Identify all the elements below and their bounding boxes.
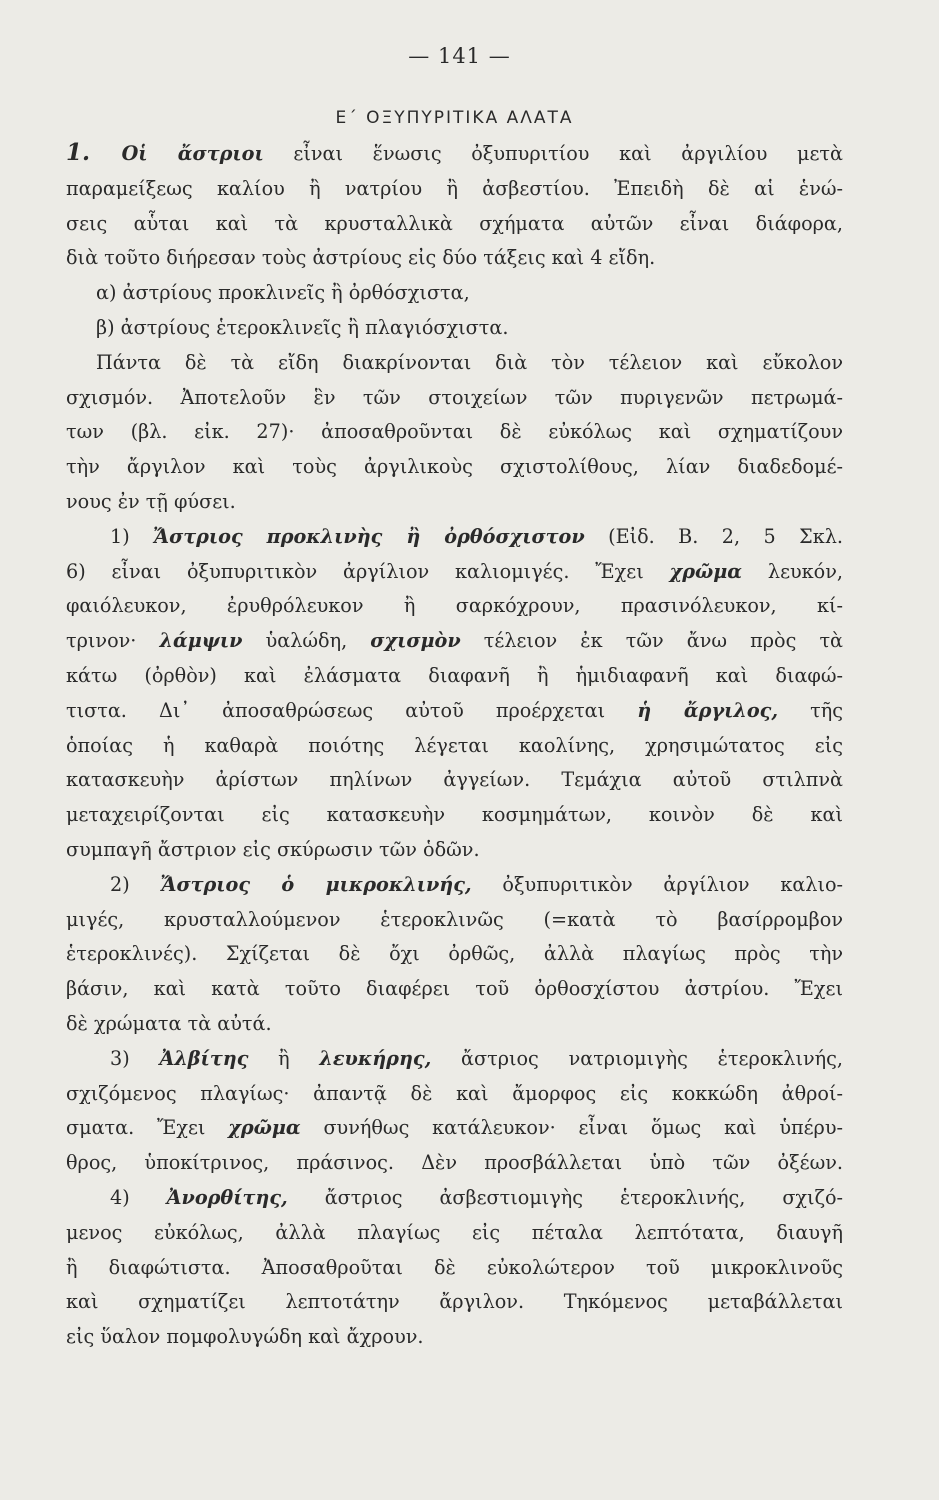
page-number: — 141 — bbox=[408, 44, 511, 68]
text-run: ἄστριος νατριομιγὴς ἑτεροκλινής, bbox=[431, 1046, 843, 1070]
text-line bbox=[66, 555, 843, 590]
text-run: δὲ χρώματα τὰ αὐτά. bbox=[66, 1011, 272, 1035]
text-line bbox=[66, 763, 843, 798]
text-line bbox=[66, 1181, 843, 1216]
text-run: τὴν ἄργιλον καὶ τοὺς ἀργιλικοὺς σχιστολίθους, λίαν διαδεδομέ- bbox=[66, 455, 843, 479]
emphasized-term: ἡ ἄργιλος, bbox=[637, 698, 779, 722]
emphasized-term: Οἱ ἄστριοι bbox=[121, 142, 264, 165]
text-line bbox=[66, 311, 843, 346]
text-run: μεταχειρίζονται εἰς κατασκευὴν κοσμημάτων, κοινὸν δὲ καὶ bbox=[66, 803, 843, 827]
text-line bbox=[66, 798, 843, 833]
text-line bbox=[66, 136, 843, 172]
emphasized-term: λευκήρης, bbox=[319, 1046, 432, 1070]
text-run: τρινον· bbox=[66, 629, 160, 653]
text-run: εἰς ὕαλον πομφολυγώδη καὶ ἄχρουν. bbox=[66, 1325, 424, 1349]
text-line bbox=[66, 833, 843, 868]
section-heading: Ε΄ ΟΞΥΠΥΡΙΤΙΚΑ ΑΛΑΤΑ bbox=[335, 108, 574, 128]
text-run: συμπαγῆ ἄστριον εἰς σκύρωσιν τῶν ὁδῶν. bbox=[66, 837, 480, 861]
text-run: σεις αὗται καὶ τὰ κρυσταλλικὰ σχήματα αὐτῶν εἶναι διάφορα, bbox=[66, 211, 843, 235]
text-run: β) ἀστρίους ἑτεροκλινεῖς ἢ πλαγιόσχιστα. bbox=[96, 315, 509, 339]
text-line bbox=[66, 624, 843, 659]
text-line bbox=[66, 485, 843, 520]
text-run: σχιζόμενος πλαγίως· ἀπαντᾷ δὲ καὶ ἄμορφος εἰς κοκκώδη ἀθροί- bbox=[66, 1081, 843, 1105]
text-run: Πάντα δὲ τὰ εἴδη διακρίνονται διὰ τὸν τέλειον καὶ εὔκολον bbox=[96, 350, 843, 374]
emphasized-term: Ἄστριος προκλινὴς ἢ ὀρθόσχιστον bbox=[153, 524, 585, 548]
emphasized-term: Ἀνορθίτης, bbox=[166, 1185, 288, 1209]
text-run: φαιόλευκον, ἐρυθρόλευκον ἢ σαρκόχρουν, πρασινόλευκον, κί- bbox=[66, 594, 843, 618]
text-line bbox=[66, 589, 843, 624]
emphasized-term: Ἀλβίτης bbox=[159, 1046, 249, 1070]
text-run: παραμείξεως καλίου ἢ νατρίου ἢ ἀσβεστίου. Ἐπειδὴ δὲ αἱ ἑνώ- bbox=[66, 176, 843, 200]
text-line bbox=[66, 1042, 843, 1077]
text-run: ὁποίας ἡ καθαρὰ ποιότης λέγεται καολίνης, χρησιμώτατος εἰς bbox=[66, 733, 843, 757]
text-run: βάσιν, καὶ κατὰ τοῦτο διαφέρει τοῦ ὀρθοσχίστου ἀστρίου. Ἔχει bbox=[66, 977, 843, 1001]
text-run: (Εἰδ. Β. 2, 5 Σκλ. bbox=[584, 524, 843, 548]
text-line bbox=[66, 1007, 843, 1042]
text-run: συνήθως κατάλευκον· εἶναι ὅμως καὶ ὑπέρυ- bbox=[300, 1116, 843, 1140]
text-run: ἑτεροκλινές). Σχίζεται δὲ ὄχι ὀρθῶς, ἀλλὰ πλαγίως πρὸς τὴν bbox=[66, 942, 843, 966]
text-line bbox=[66, 937, 843, 972]
text-line bbox=[66, 1216, 843, 1251]
text-line bbox=[66, 1111, 843, 1146]
text-line bbox=[66, 659, 843, 694]
text-run: ὑαλώδη, bbox=[242, 629, 371, 653]
text-run: τέλειον ἐκ τῶν ἄνω πρὸς τὰ bbox=[460, 629, 843, 653]
text-line bbox=[66, 1285, 843, 1320]
text-line bbox=[66, 1077, 843, 1112]
emphasized-term: σχισμὸν bbox=[370, 629, 461, 653]
text-line bbox=[66, 972, 843, 1007]
text-line bbox=[66, 276, 843, 311]
text-line bbox=[66, 1320, 843, 1355]
text-run: λευκόν, bbox=[742, 559, 843, 583]
text-line bbox=[66, 172, 843, 207]
text-run: μενος εὐκόλως, ἀλλὰ πλαγίως εἰς πέταλα λεπτότατα, διαυγῆ bbox=[66, 1220, 843, 1244]
text-run: μιγές, κρυσταλλούμενον ἑτεροκλινῶς (=κατὰ τὸ βασίρρομβον bbox=[66, 907, 843, 931]
text-run: 1) bbox=[110, 524, 154, 548]
text-run: θρος, ὑποκίτρινος, πράσινος. Δὲν προσβάλλεται ὑπὸ τῶν ὀξέων. bbox=[66, 1151, 843, 1175]
body-text bbox=[66, 136, 843, 1355]
text-run: τιστα. Δι᾽ ἀποσαθρώσεως αὐτοῦ προέρχεται bbox=[66, 698, 638, 722]
text-line bbox=[66, 450, 843, 485]
text-run: ἢ bbox=[248, 1046, 320, 1070]
text-line bbox=[66, 729, 843, 764]
text-run: των (βλ. εἰκ. 27)· ἀποσαθροῦνται δὲ εὐκόλως καὶ σχηματίζουν bbox=[66, 420, 843, 444]
text-line bbox=[66, 694, 843, 729]
emphasized-term: χρῶμα bbox=[228, 1116, 301, 1140]
text-run: ἢ διαφώτιστα. Ἀποσαθροῦται δὲ εὐκολώτερον τοῦ μικροκλινοῦς bbox=[66, 1255, 843, 1279]
text-run: ἄστριος ἀσβεστιομιγὴς ἑτεροκλινής, σχιζό- bbox=[287, 1185, 843, 1209]
text-run: καὶ σχηματίζει λεπτοτάτην ἄργιλον. Τηκόμενος μεταβάλλεται bbox=[66, 1290, 843, 1314]
text-line bbox=[66, 1251, 843, 1286]
text-line bbox=[66, 207, 843, 242]
item-number: 1. bbox=[66, 139, 122, 166]
text-run: διὰ τοῦτο διήρεσαν τοὺς ἀστρίους εἰς δύο τάξεις καὶ 4 εἴδη. bbox=[66, 246, 656, 270]
text-run: 2) bbox=[110, 872, 161, 896]
text-run: εἶναι ἕνωσις ὀξυπυριτίου καὶ ἀργιλίου μετὰ bbox=[263, 142, 843, 165]
text-run: νους ἐν τῇ φύσει. bbox=[66, 489, 236, 513]
text-run: κάτω (ὀρθὸν) καὶ ἐλάσματα διαφανῆ ἢ ἡμιδιαφανῆ καὶ διαφώ- bbox=[66, 663, 843, 687]
text-run: σματα. Ἔχει bbox=[66, 1116, 229, 1140]
emphasized-term: χρῶμα bbox=[669, 559, 743, 583]
emphasized-term: Ἄστριος ὁ μικροκλινής, bbox=[160, 872, 472, 896]
text-run: σχισμόν. Ἀποτελοῦν ἓν τῶν στοιχείων τῶν πυριγενῶν πετρωμά- bbox=[66, 385, 843, 409]
text-run: 4) bbox=[110, 1185, 167, 1209]
text-run: ὀξυπυριτικὸν ἀργίλιον καλιο- bbox=[471, 872, 843, 896]
text-line bbox=[66, 346, 843, 381]
text-line bbox=[66, 415, 843, 450]
text-line bbox=[66, 1146, 843, 1181]
emphasized-term: λάμψιν bbox=[159, 629, 243, 653]
text-run: 3) bbox=[110, 1046, 160, 1070]
text-line bbox=[66, 903, 843, 938]
text-line bbox=[66, 520, 843, 555]
text-line bbox=[66, 241, 843, 276]
text-run: 6) εἶναι ὀξυπυριτικὸν ἀργίλιον καλιομιγές. Ἔχει bbox=[66, 559, 670, 583]
text-run: τῆς bbox=[778, 698, 843, 722]
text-run: κατασκευὴν ἀρίστων πηλίνων ἀγγείων. Τεμάχια αὐτοῦ στιλπνὰ bbox=[66, 768, 843, 792]
text-run: α) ἀστρίους προκλινεῖς ἢ ὀρθόσχιστα, bbox=[96, 281, 470, 305]
text-line bbox=[66, 381, 843, 416]
text-line bbox=[66, 868, 843, 903]
